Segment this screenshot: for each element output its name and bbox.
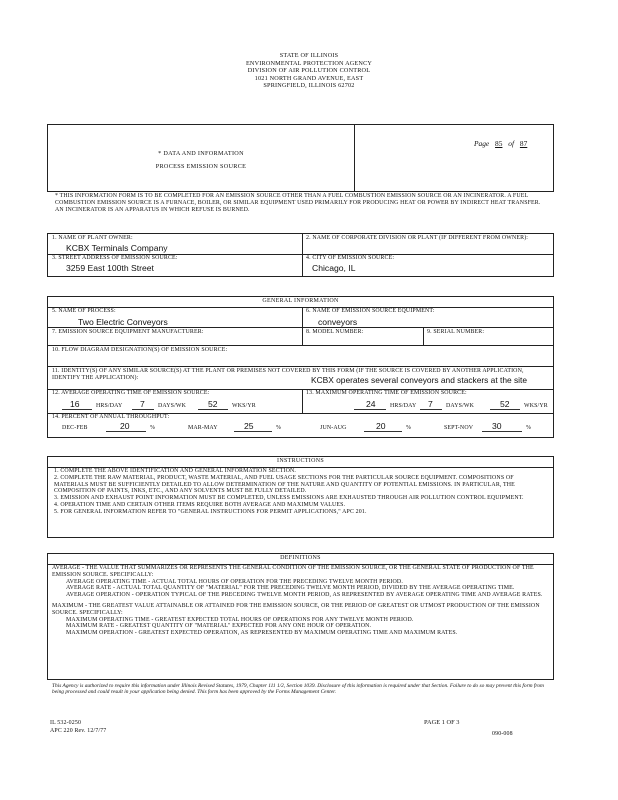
- max-hrs-value: 24: [366, 399, 376, 409]
- plant-owner-label: 1. NAME OF PLANT OWNER:: [52, 235, 133, 241]
- street-address-value: 3259 East 100th Street: [66, 263, 154, 273]
- avg-wks-unit: WKS/YR: [232, 403, 256, 409]
- city-label: 4. CITY OF EMISSION SOURCE:: [306, 255, 395, 261]
- plant-owner-value: KCBX Terminals Company: [66, 243, 168, 253]
- serial-number-label: 9. SERIAL NUMBER:: [427, 329, 485, 335]
- document-code: 090-008: [492, 731, 513, 737]
- max-wks-value: 52: [500, 399, 510, 409]
- instruction-item: 3. EMISSION AND EXHAUST POINT INFORMATION MUST BE COMPLETED, UNLESS EMISSIONS ARE EXHAUSTED THROUGH AIR POLLUTION CONTROL EQUIPMENT.: [54, 495, 524, 502]
- page-total: 87: [519, 139, 528, 148]
- q4-value: 30: [492, 421, 502, 431]
- intro-text: * THIS INFORMATION FORM IS TO BE COMPLETED FOR AN EMISSION SOURCE OTHER THAN A FUEL COMBUSTION EMISSION SOURCE OR AN INCINERATOR. A FUEL COMBUSTION EMISSION SOURCE IS A FURNACE, BOILER, OR SIMILAR EQUIPMENT USED PRIMARILY FOR PRODUCING HEAT OR POWER BY INDIRECT HEAT TRANSFER. AN INCINERATOR IS AN APPARATUS IN WHICH REFUSE IS BURNED.: [55, 193, 541, 213]
- instructions-heading: INSTRUCTIONS: [277, 458, 324, 464]
- street-address-label: 3. STREET ADDRESS OF EMISSION SOURCE:: [52, 255, 178, 261]
- maximum-definition: MAXIMUM - THE GREATEST VALUE ATTAINABLE OR ATTAINED FOR THE EMISSION SOURCE, OR THE PERIOD OF GREATEST OR UTMOST PRODUCTION OF THE EMISSION SOURCE. SPECIFICALLY:: [52, 602, 540, 616]
- agency-header: [0, 52, 618, 90]
- q3-label: JUN-AUG: [320, 425, 347, 431]
- header-line-3: DIVISION OF AIR POLLUTION CONTROL: [247, 67, 371, 75]
- page-of-label: of: [508, 139, 515, 148]
- max-rate-def: MAXIMUM RATE - GREATEST QUANTITY OF "MATERIAL" EXPECTED FOR ANY ONE HOUR OF OPERATION.: [66, 623, 372, 630]
- avg-days-unit: DAYS/WK: [158, 403, 186, 409]
- avg-wks-value: 52: [208, 399, 218, 409]
- instruction-item: 2. COMPLETE THE RAW MATERIAL, PRODUCT, WASTE MATERIAL, AND FUEL USAGE SECTIONS FOR THE PARTICULAR SOURCE EQUIPMENT. COMPOSITIONS OF MATERIALS MUST BE SUFFICIENTLY DETAILED TO ALLOW DETERMINATION OF THE NATURE AND QUANTITY OF POTENTIAL EMISSIONS. IN PARTICULAR, THE COMPOSITION OF PAINTS, INKS, ETC., AND ANY SOLVENTS MUST BE FULLY DETAILED.: [54, 474, 515, 495]
- similar-sources-value: KCBX operates several conveyors and stackers at the site: [311, 375, 527, 385]
- avg-operation-def: AVERAGE OPERATION - OPERATION TYPICAL OF THE PRECEDING TWELVE MONTH PERIOD, AS REPRESENTED BY AVERAGE OPERATING TIME AND AVERAGE RATES.: [66, 592, 543, 599]
- header-line-1: STATE OF ILLINOIS: [279, 52, 339, 59]
- max-operating-time-def: MAXIMUM OPERATING TIME - GREATEST EXPECTED TOTAL HOURS OF OPERATIONS FOR ANY TWELVE MONTH PERIOD.: [66, 616, 414, 623]
- equipment-name-label: 6. NAME OF EMISSION SOURCE EQUIPMENT:: [306, 308, 435, 314]
- instruction-item: 4. OPERATION TIME AND CERTAIN OTHER ITEMS REQUIRE BOTH AVERAGE AND MAXIMUM VALUES.: [54, 501, 346, 508]
- general-information-heading: GENERAL INFORMATION: [262, 298, 339, 304]
- form-number: IL 532-0250: [50, 720, 82, 726]
- q1-pct: %: [150, 425, 156, 431]
- page-number: 85: [495, 139, 503, 148]
- equipment-name-value: conveyors: [318, 317, 358, 327]
- average-operating-time-label: 12. AVERAGE OPERATING TIME OF EMISSION SOURCE:: [52, 390, 210, 396]
- instruction-item: 1. COMPLETE THE ABOVE IDENTIFICATION AND GENERAL INFORMATION SECTION.: [54, 468, 297, 474]
- max-days-value: 7: [428, 399, 433, 409]
- annual-throughput-label: 14. PERCENT OF ANNUAL THROUGHPUT:: [52, 414, 170, 420]
- average-definition: AVERAGE - THE VALUE THAT SUMMARIZES OR REPRESENTS THE GENERAL CONDITION OF THE EMISSION SOURCE, OR THE GENERAL STATE OF PRODUCTION OF THE EMISSION SOURCE. SPECIFICALLY:: [52, 565, 534, 578]
- max-hrs-unit: HRS/DAY: [390, 403, 417, 409]
- process-name-value: Two Electric Conveyors: [78, 317, 168, 327]
- q3-value: 20: [376, 421, 386, 431]
- max-wks-unit: WKS/YR: [524, 403, 548, 409]
- header-line-5: SPRINGFIELD, ILLINOIS 62702: [263, 82, 355, 90]
- avg-hrs-value: 16: [70, 399, 80, 409]
- avg-rate-def: AVERAGE RATE - ACTUAL TOTAL QUANTITY OF "MATERIAL" FOR THE PRECEDING TWELVE MONTH PERIOD, DIVIDED BY THE AVERAGE OPERATING TIME.: [66, 585, 515, 592]
- similar-sources-label: 11. IDENTITY(S) OF ANY SIMILAR SOURCE(S) AT THE PLANT OR PREMISES NOT COVERED BY THIS FORM (IF THE SOURCE IS COVERED BY ANOTHER APPLICATION, IDENTIFY THE APPLICATION):: [52, 368, 524, 381]
- q1-value: 20: [120, 421, 130, 431]
- title-box: [47, 124, 554, 192]
- corporate-division-label: 2. NAME OF CORPORATE DIVISION OR PLANT (IF DIFFERENT FROM OWNER):: [306, 235, 529, 241]
- q4-label: SEPT-NOV: [444, 425, 474, 431]
- legal-notice: This Agency is authorized to require this information under Illinois Revised Statutes, 1979, Chapter 111 1/2, Section 1039. Disclosure of this information is required under that Section. Failure to do so may prevent this form from being processed and could result in your application being denied. This form has been approved by the Forms Management Center.: [52, 683, 544, 696]
- process-name-label: 5. NAME OF PROCESS:: [52, 308, 116, 314]
- header-line-2: ENVIRONMENTAL PROTECTION AGENCY: [245, 59, 373, 67]
- q2-label: MAR-MAY: [188, 425, 218, 431]
- avg-hrs-unit: HRS/DAY: [96, 403, 123, 409]
- definitions-heading: DEFINITIONS: [280, 555, 321, 561]
- q3-pct: %: [406, 425, 412, 431]
- max-operation-def: MAXIMUM OPERATION - GREATEST EXPECTED OPERATION, AS REPRESENTED BY MAXIMUM OPERATING TIME AND MAXIMUM RATES.: [66, 630, 458, 637]
- form-subtitle: PROCESS EMISSION SOURCE: [155, 163, 247, 170]
- general-information-box: [47, 296, 554, 438]
- q2-pct: %: [276, 425, 282, 431]
- q4-pct: %: [526, 425, 532, 431]
- avg-days-value: 7: [140, 399, 145, 409]
- form-title: * DATA AND INFORMATION: [158, 150, 244, 157]
- model-number-label: 8. MODEL NUMBER:: [306, 329, 364, 335]
- page-of-footer: PAGE 1 OF 3: [424, 719, 460, 726]
- manufacturer-label: 7. EMISSION SOURCE EQUIPMENT MANUFACTURER:: [52, 329, 204, 335]
- max-days-unit: DAYS/WK: [446, 403, 474, 409]
- instructions-box: [47, 456, 554, 538]
- page-label: Page: [474, 139, 490, 148]
- q1-label: DEC-FEB: [62, 425, 88, 431]
- q2-value: 25: [244, 421, 254, 431]
- header-line-4: 1021 NORTH GRAND AVENUE, EAST: [254, 74, 364, 82]
- city-value: Chicago, IL: [312, 263, 356, 273]
- flow-diagram-label: 10. FLOW DIAGRAM DESIGNATION(S) OF EMISSION SOURCE:: [52, 347, 228, 353]
- maximum-operating-time-label: 13. MAXIMUM OPERATING TIME OF EMISSION SOURCE:: [306, 390, 467, 396]
- avg-operating-time-def: AVERAGE OPERATING TIME - ACTUAL TOTAL HOURS OF OPERATION FOR THE PRECEDING TWELVE MONTH PERIOD.: [66, 578, 403, 585]
- plant-identification-box: [47, 233, 554, 277]
- form-revision: APC 220 Rev. 12/7/77: [50, 728, 107, 734]
- definitions-box: [47, 553, 554, 680]
- instruction-item: 5. FOR GENERAL INFORMATION REFER TO "GENERAL INSTRUCTIONS FOR PERMIT APPLICATIONS," APC 201.: [54, 508, 367, 515]
